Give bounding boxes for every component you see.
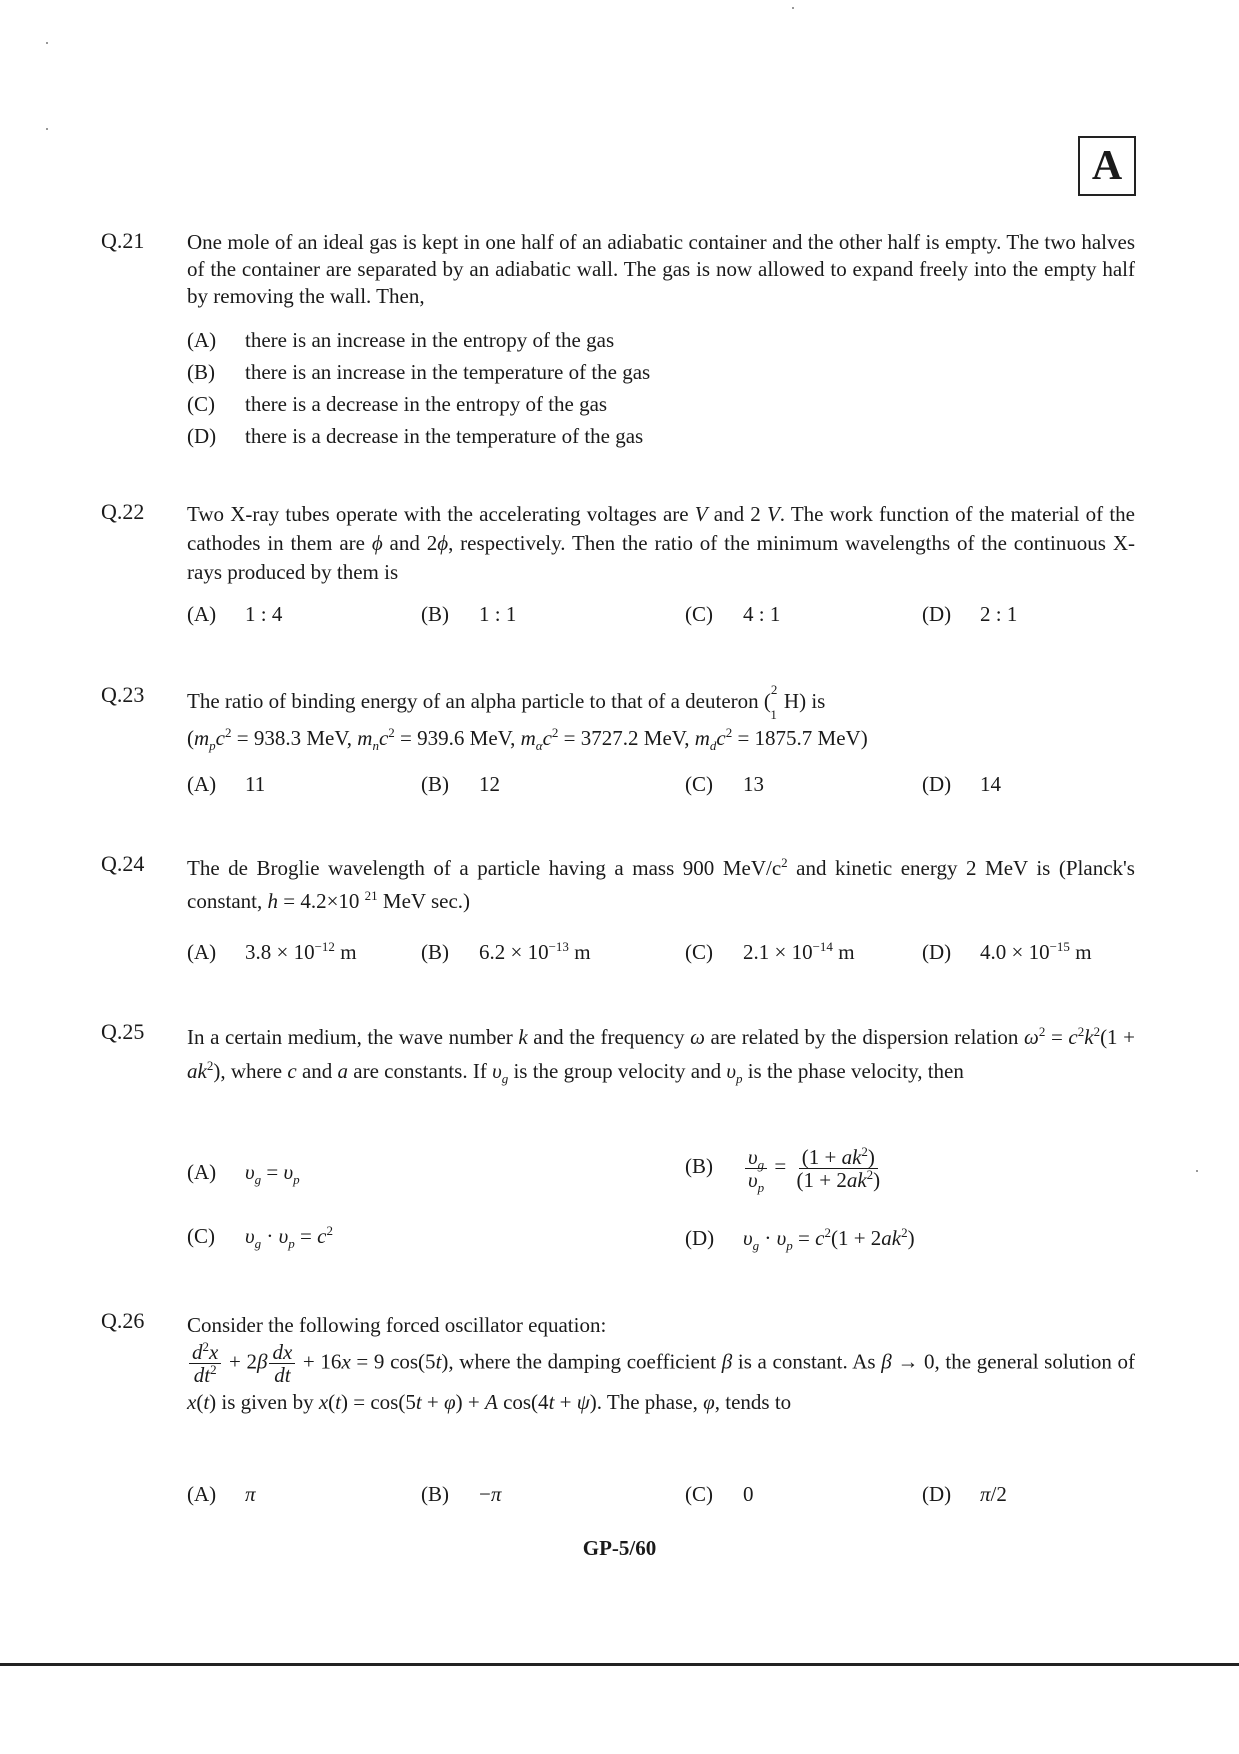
option-b[interactable]: (B) $\frac{\upsilon_g}{\upsilon_p}$ = $\frac{(1 + ak^2)}{(1 + 2ak^2)}$ [685, 1144, 881, 1196]
options-row [187, 940, 1127, 970]
option-a[interactable]: (A) there is an increase in the entropy of the gas [187, 328, 615, 352]
scan-speck [46, 42, 48, 44]
option-c[interactable]: (C) $2.1 \times 10^{-14}$ m [685, 939, 855, 964]
option-d[interactable]: (D) $\upsilon_g \cdot \upsilon_p = c^2(1 + 2ak^2)$ [685, 1225, 915, 1254]
scan-speck [792, 7, 794, 9]
option-b[interactable]: (B) there is an increase in the temperature of the gas [187, 360, 651, 384]
options-list [187, 328, 650, 456]
option-a[interactable]: (A) π [187, 1482, 256, 1506]
option-a[interactable]: (A) 11 [187, 772, 266, 796]
question-number: Q.21 [101, 228, 145, 253]
question-text: The de Broglie wavelength of a particle having a mass 900 MeV/$c^2$ and kinetic energy 2 MeV is (Planck's constant, h = 4.2×10 $^{21}$ MeV sec.) [187, 855, 1135, 913]
option-a[interactable]: (A) 1 : 4 [187, 602, 283, 626]
scan-speck [1196, 1170, 1198, 1172]
option-d[interactable]: (D) 14 [922, 772, 1001, 796]
question-text: Two X-ray tubes operate with the accelerating voltages are V and 2 V. The work function of the material of the cathodes in them are ϕ and 2ϕ, respectively. Then the ratio of the minimum wavelengths of the continuous X-rays produced by them is [187, 502, 1135, 584]
bottom-rule [0, 1663, 1239, 1666]
option-c[interactable]: (C) 13 [685, 772, 764, 796]
question-text: Consider the following forced oscillator equation: $\frac{d^2x}{dt^2}$ + 2β $\frac{dx}{dt}$ + 16x = 9 cos(5t), where the damping coefficient β is a constant. As β → 0, the general solution of x(t) is given by x(t) = cos(5t + φ) + A cos(4t + ψ). The phase, φ, tends to [187, 1313, 1136, 1414]
page-footer: GP-5/60 [582, 1536, 657, 1560]
option-d[interactable]: (D) $4.0 \times 10^{-15}$ m [922, 939, 1092, 964]
question-number: Q.24 [101, 851, 145, 876]
option-b[interactable]: (B) 12 [421, 772, 500, 796]
option-c[interactable]: (C) 0 [685, 1482, 754, 1506]
options-row [187, 602, 1127, 632]
option-c[interactable]: (C) there is a decrease in the entropy of the gas [187, 392, 608, 416]
option-b[interactable]: (B) 1 : 1 [421, 602, 517, 626]
option-c[interactable]: (C) 4 : 1 [685, 602, 781, 626]
option-d[interactable]: (D) there is a decrease in the temperature of the gas [187, 424, 644, 448]
question-text: One mole of an ideal gas is kept in one half of an adiabatic container and the other half is empty. The two halves of the container are separated by an adiabatic wall. The gas is now allowed to expand freely into the empty half by removing the wall. Then, [187, 230, 1135, 308]
question-text: The ratio of binding energy of an alpha particle to that of a deuteron ($^2_1$H) is ($m_pc^2 = 938.3$ MeV, $m_nc^2 = 939.6$ MeV, $m_\alpha c^2 = 3727.2$ MeV, $m_dc^2 = 1875.7$ MeV) [187, 682, 868, 754]
option-a[interactable]: (A) $\upsilon_g = \upsilon_p$ [187, 1160, 300, 1188]
option-d[interactable]: (D) 2 : 1 [922, 602, 1018, 626]
set-code-box: A [1078, 136, 1136, 196]
option-b[interactable]: (B) −π [421, 1482, 502, 1506]
options-row [187, 772, 1127, 802]
options-row [187, 1482, 1127, 1512]
question-number: Q.26 [101, 1308, 145, 1333]
scan-speck [46, 128, 48, 130]
question-number: Q.25 [101, 1019, 145, 1044]
option-d[interactable]: (D) π/2 [922, 1482, 1007, 1506]
question-number: Q.22 [101, 499, 145, 524]
option-a[interactable]: (A) $3.8 \times 10^{-12}$ m [187, 939, 357, 964]
question-text: In a certain medium, the wave number k and the frequency ω are related by the dispersion relation $\omega^2 = c^2k^2(1 + ak^2)$, where c and a are constants. If $\upsilon_g$ is the group velocity and $\upsilon_p$ is the phase velocity, then [187, 1024, 1136, 1087]
option-b[interactable]: (B) $6.2 \times 10^{-13}$ m [421, 939, 591, 964]
option-c[interactable]: (C) $\upsilon_g \cdot \upsilon_p = c^2$ [187, 1223, 333, 1252]
question-number: Q.23 [101, 682, 145, 707]
